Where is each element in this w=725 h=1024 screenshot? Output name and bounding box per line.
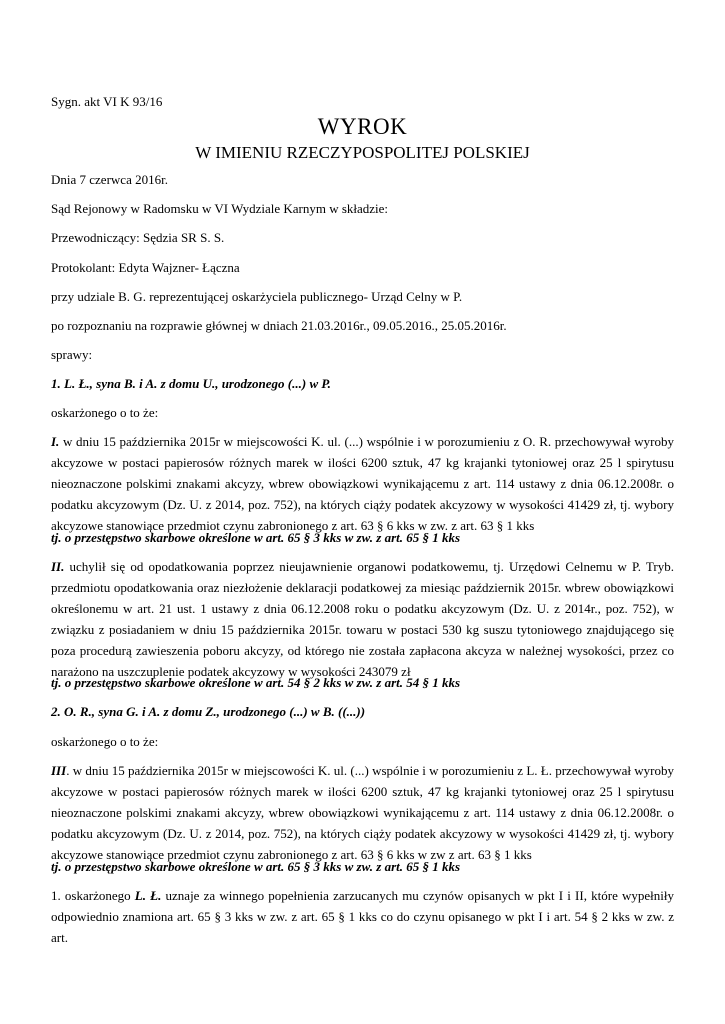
prosecutor-line: przy udziale B. G. reprezentującej oskarżyciela publicznego- Urząd Celny w P.: [51, 289, 463, 304]
verdict-1-text: uznaje za winnego popełnienia zarzucanych mu czynów opisanych w pkt I i II, które wypełniły odpowiednio znamiona art. 65 § 3 kks w zw. z art. 65 § 1 kks co do czynu opisanego w pkt I i art. 54 § 2 kks w zw. z art.: [51, 888, 675, 945]
judgment-date: Dnia 7 czerwca 2016r.: [51, 172, 168, 187]
defendant-1-heading: 1. L. Ł., syna B. i A. z domu U., urodzonego (...) w P.: [51, 376, 331, 391]
hearing-dates: po rozpoznaniu na rozprawie głównej w dniach 21.03.2016r., 09.05.2016., 25.05.2016r.: [51, 318, 507, 333]
count-3-paragraph: [51, 760, 674, 865]
count-3-text: . w dniu 15 października 2015r w miejscowości K. ul. (...) wspólnie i w porozumieniu z L. Ł. przechowywał wyroby akcyzowe w postaci papierosów różnych marek w ilości 6200 sztuk, 47 kg krajanki tytoniowej oraz 25 l spirytusu nieoznaczone polskimi znakami akcyzy, wbrew obowiązkowi wynikającemu z art. 114 ustawy z dnia 06.12.2008r. o podatku akcyzowym (Dz. U. z 2014, poz. 752), na których ciąży podatek akcyzowy w wysokości 41429 zł, tj. wybory akcyzowe stanowiące przedmiot czynu zabronionego z art. 63 § 6 kks w zw z art. 63 § 1 kks: [51, 763, 674, 862]
verdict-1-prefix: 1. oskarżonego: [51, 888, 135, 903]
court-clerk: Protokolant: Edyta Wajzner- Łączna: [51, 260, 240, 275]
document-subtitle: W IMIENIU RZECZYPOSPOLITEJ POLSKIEJ: [195, 143, 530, 162]
case-signature: Sygn. akt VI K 93/16: [51, 94, 163, 109]
count-1-paragraph: [51, 431, 674, 536]
document-title: WYROK: [317, 114, 408, 139]
defendant-1-accused: oskarżonego o to że:: [51, 405, 159, 420]
defendant-2-accused: oskarżonego o to że:: [51, 734, 159, 749]
count-2-text: uchylił się od opodatkowania poprzez nieujawnienie organowi podatkowemu, tj. Urzędowi Celnemu w P. Tryb. przedmiotu opodatkowania oraz niezłożenie deklaracji podatkowej za miesiąc październik 2015r. wbrew obowiązkowi określonemu w art. 21 ust. 1 ustawy z dnia 06.12.2008 roku o podatku akcyzowym (Dz. U. z 2014r., poz. 752), w związku z posiadaniem w dniu 15 października 2015r. towaru w postaci 530 kg suszu tytoniowego znajdującego się poza procedurą zawieszenia poboru akcyzy, od którego nie została zapłacona akcyza w należnej wysokości, przez co narażono na uszczuplenie podatek akcyzowy w wysokości 243079 zł: [51, 559, 674, 679]
count-2-paragraph: [51, 556, 674, 682]
count-1-qualification: tj. o przestępstwo skarbowe określone w art. 65 § 3 kks w zw. z art. 65 § 1 kks: [51, 530, 461, 545]
count-2-number: II.: [51, 559, 65, 574]
count-3-qualification: tj. o przestępstwo skarbowe określone w art. 65 § 3 kks w zw. z art. 65 § 1 kks: [51, 859, 461, 874]
count-2-qualification: tj. o przestępstwo skarbowe określone w art. 54 § 2 kks w zw. z art. 54 § 1 kks: [51, 675, 461, 690]
verdict-1-defendant: L. Ł.: [134, 888, 162, 903]
case-label: sprawy:: [51, 347, 93, 362]
court-composition: Sąd Rejonowy w Radomsku w VI Wydziale Karnym w składzie:: [51, 201, 389, 216]
presiding-judge: Przewodniczący: Sędzia SR S. S.: [51, 230, 225, 245]
count-1-text: w dniu 15 października 2015r w miejscowości K. ul. (...) wspólnie i w porozumieniu z O. R. przechowywał wyroby akcyzowe w postaci papierosów różnych marek w ilości 6200 sztuk, 47 kg krajanki tytoniowej oraz 25 l spirytusu nieoznaczone polskimi znakami akcyzy, wbrew obowiązkowi wynikającemu z art. 114 ustawy z dnia 06.12.2008r. o podatku akcyzowym (Dz. U. z 2014, poz. 752), na których ciąży podatek akcyzowy w wysokości 41429 zł, tj. wybory akcyzowe stanowiące przedmiot czynu zabronionego z art. 63 § 6 kks w zw. z art. 63 § 1 kks: [51, 434, 674, 533]
count-1-number: I.: [51, 434, 60, 449]
verdict-point-1: [51, 885, 674, 948]
defendant-2-heading: 2. O. R., syna G. i A. z domu Z., urodzonego (...) w B. ((...)): [51, 704, 366, 719]
count-3-number: III: [51, 763, 67, 778]
